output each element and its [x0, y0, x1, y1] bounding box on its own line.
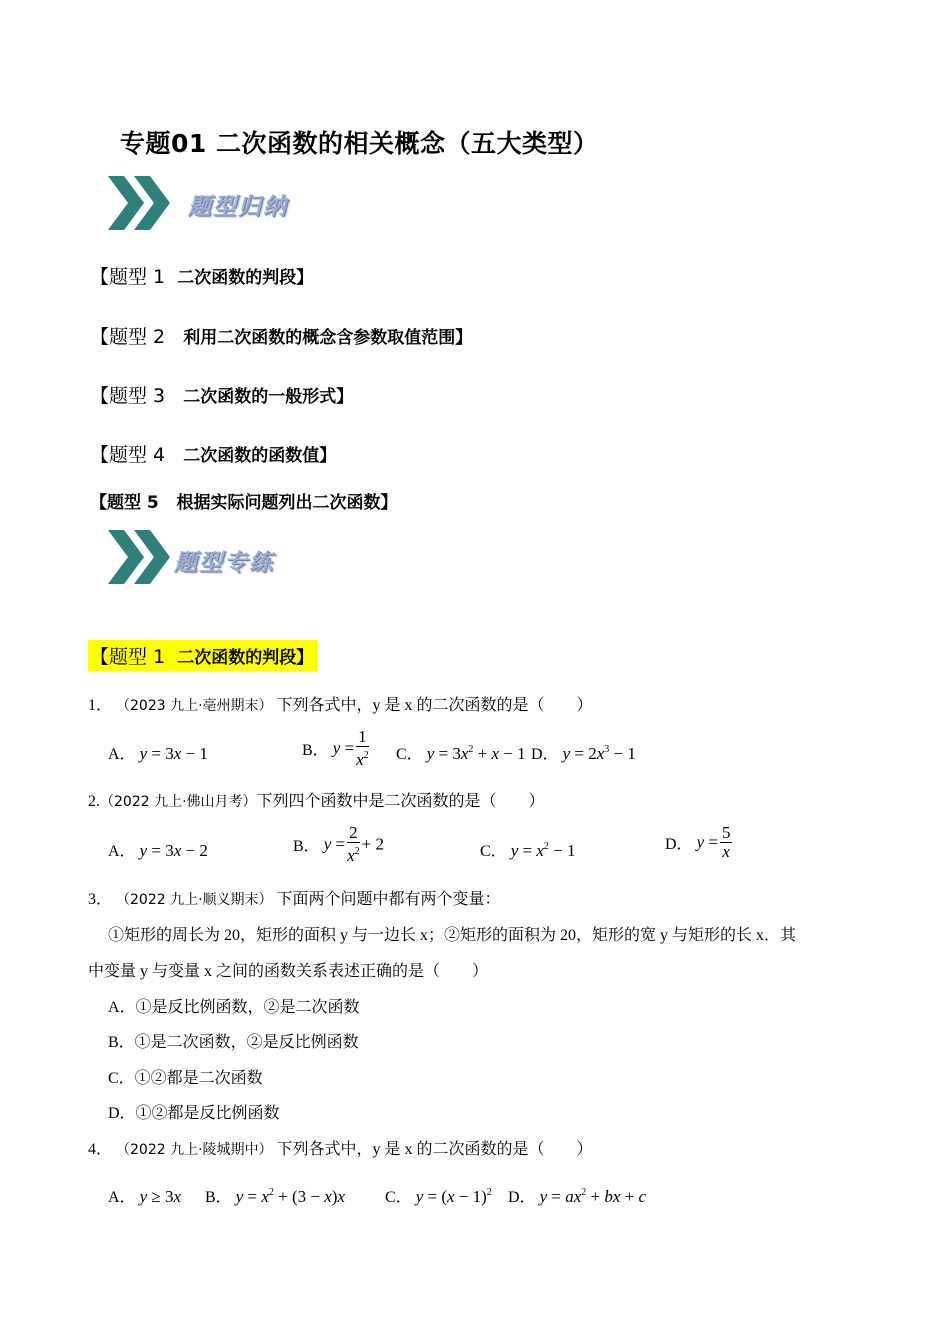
- section-heading-label: 【题型 1: [90, 646, 166, 668]
- toc-item-label: 【题型 1: [90, 266, 166, 288]
- option-letter: B．: [205, 1189, 232, 1206]
- option-letter: B．: [302, 742, 329, 759]
- banner-practice-label: 题型专练: [174, 550, 274, 576]
- option-letter: D．: [665, 836, 693, 853]
- math-expression: $y = 3x^2 + x - 1$: [426, 744, 526, 763]
- toc-item-title: 二次函数的函数值】: [183, 446, 337, 466]
- toc-item-label: 【题型 2: [90, 326, 166, 348]
- toc-item-label: 【题型 3: [90, 385, 166, 407]
- section-heading-title: 二次函数的判段】: [177, 648, 314, 668]
- question-number: 3．: [88, 891, 113, 908]
- option-letter: A．: [108, 746, 136, 763]
- toc-item-5: [90, 488, 398, 513]
- q2-option-b: [293, 824, 384, 865]
- q3-option-a: A．①是反比例函数，②是二次函数: [108, 999, 360, 1016]
- math-expression: y ≥ 3x: [139, 1187, 181, 1206]
- page-title: 专题01 二次函数的相关概念（五大类型）: [120, 129, 599, 158]
- q3-option-c: C．①②都是二次函数: [108, 1070, 263, 1087]
- q1-option-c: [396, 741, 526, 764]
- question-number: 2.: [88, 793, 100, 810]
- option-letter: A．: [108, 843, 136, 860]
- toc-item-title: 二次函数的判段】: [177, 268, 314, 288]
- q1-option-a: [108, 741, 208, 764]
- section-heading-type-1: [88, 640, 317, 671]
- double-chevron-icon: [104, 526, 174, 588]
- question-1-stem: [88, 692, 593, 715]
- question-4-stem: [88, 1136, 593, 1159]
- math-expression: y =: [696, 832, 718, 852]
- fraction: $\frac{2}{x^2}$: [347, 823, 360, 865]
- question-number: 1．: [88, 697, 113, 714]
- q3-option-d: D．①②都是反比例函数: [108, 1105, 280, 1122]
- q4-option-b: [205, 1184, 345, 1207]
- option-letter: B．: [293, 838, 320, 855]
- q1-option-d: [531, 741, 636, 764]
- toc-item-title: 二次函数的一般形式】: [183, 387, 354, 407]
- toc-item-title: 利用二次函数的概念含参数取值范围】: [183, 328, 473, 348]
- option-letter: A．: [108, 1189, 136, 1206]
- question-3-line-1: ①矩形的周长为 20，矩形的面积 y 与一边长 x；②矩形的面积为 20，矩形的宽 y 与矩形的长 x．其: [108, 927, 797, 944]
- toc-item-label: 【题型 5: [90, 493, 159, 513]
- math-expression: $y = x^2 + (3 - x)x$: [235, 1187, 345, 1206]
- question-source: （2022 九上·顺义期末）: [116, 892, 273, 908]
- toc-item-1: [90, 262, 313, 289]
- question-text: 下列四个函数中是二次函数的是（ ）: [256, 793, 545, 810]
- math-expression: + 2: [361, 834, 384, 854]
- question-3-stem: [88, 886, 501, 909]
- question-3-line-2: 中变量 y 与变量 x 之间的函数关系表述正确的是（ ）: [88, 963, 489, 980]
- q2-option-a: [108, 838, 208, 861]
- toc-item-title: 根据实际问题列出二次函数】: [176, 493, 398, 513]
- question-text: 下列各式中，y 是 x 的二次函数的是（ ）: [276, 697, 593, 714]
- option-letter: D．: [508, 1189, 536, 1206]
- math-expression: y = 3x − 2: [139, 841, 208, 860]
- question-number: 4．: [88, 1141, 113, 1158]
- double-chevron-icon: [104, 172, 174, 234]
- q4-option-d: [508, 1184, 646, 1207]
- q4-option-a: [108, 1184, 181, 1207]
- question-source: （2022 九上·佛山月考）: [100, 794, 257, 810]
- math-expression: y =: [323, 834, 346, 854]
- fraction: $\frac{1}{x^2}$: [356, 727, 369, 769]
- section-banner-summary: [104, 172, 334, 238]
- question-source: （2022 九上·陵城期中）: [116, 1142, 273, 1158]
- math-expression: $y = ax^2$ + bx + c: [539, 1187, 647, 1206]
- option-letter: D．: [531, 746, 559, 763]
- option-letter: C．: [480, 843, 507, 860]
- q3-option-b: B．①是二次函数，②是反比例函数: [108, 1034, 359, 1051]
- math-expression: $y = (x - 1)^2$: [415, 1187, 492, 1206]
- math-expression: $y = x^2 - 1$: [510, 841, 576, 860]
- question-source: （2023 九上·亳州期末）: [116, 698, 273, 714]
- option-letter: C．: [396, 746, 423, 763]
- q1-option-b: [302, 728, 371, 769]
- toc-item-label: 【题型 4: [90, 444, 166, 466]
- section-banner-practice: [104, 526, 334, 592]
- math-expression: y = 3x − 1: [139, 744, 208, 763]
- q2-option-d: [665, 824, 734, 861]
- toc-item-3: [90, 381, 353, 408]
- fraction: $\frac{5}{x}$: [721, 823, 731, 861]
- q4-option-c: [385, 1184, 492, 1207]
- question-text: 下列各式中，y 是 x 的二次函数的是（ ）: [276, 1141, 593, 1158]
- banner-summary-label: 题型归纳: [188, 194, 288, 220]
- toc-item-2: [90, 322, 472, 349]
- math-expression: $y = 2x^3 - 1$: [562, 744, 636, 763]
- question-text: 下面两个问题中都有两个变量：: [276, 891, 501, 908]
- toc-item-4: [90, 440, 336, 467]
- math-expression: y =: [332, 738, 355, 758]
- option-letter: C．: [385, 1189, 412, 1206]
- question-2-stem: [88, 788, 545, 811]
- q2-option-c: [480, 838, 575, 861]
